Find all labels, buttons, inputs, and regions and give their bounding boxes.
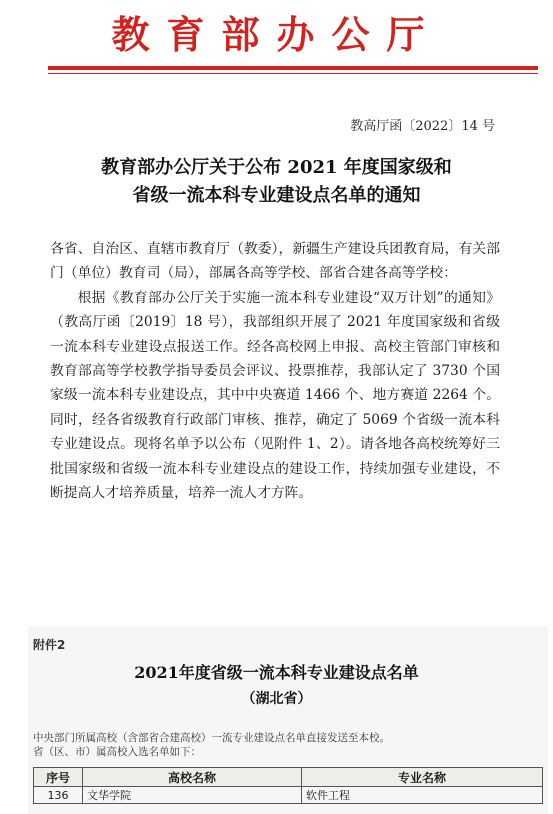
red-divider-thin [48,73,538,74]
notice-title-line-1: 教育部办公厅关于公布 2021 年度国家级和 [101,157,452,178]
salutation: 各省、自治区、直辖市教育厅（教委），新疆生产建设兵团教育局，有关部门（单位）教育司（局），部属各高等学校、部省合建各高等学校： [50,241,500,282]
attachment-note-line: 省（区、市）属高校入选名单如下： [33,746,201,758]
notice-title-line-2: 省级一流本科专业建设点名单的通知 [132,185,421,206]
notice-body [50,237,500,505]
cell-major: 软件工程 [302,787,543,804]
table-header-row [34,768,543,787]
notice-title [0,154,553,210]
body-paragraph: 根据《教育部办公厅关于实施一流本科专业建设“双万计划”的通知》（教高厅函〔2019〕18 号），我部组织开展了 2021 年度国家级和省级一流本科专业建设点报送工作。经各高校网上申报、高校主管部门审核和教育部高等学校教学指导委员会评议、投票推荐，我部认定了 3730 个国家级一流本科专业建设点，其中中央赛道 1466 个、地方赛道 2264 个。同时，经各省级教育行政部门审核、推荐，确定了 5069 个省级一流本科专业建设点。现将名单予以公布（见附件 1、2）。请各地各高校统筹好三批国家级和省级一流本科专业建设点的建设工作，持续加强专业建设，不断提高人才培养质量，培养一流人才方阵。 [50,289,500,502]
header-seq: 序号 [34,768,83,787]
attachment-label: 附件2 [33,638,66,652]
attachment-title: 2021年度省级一流本科专业建设点名单 [134,663,419,682]
letterhead-title: 教育部办公厅 [111,12,442,57]
cell-school: 文华学院 [83,787,302,804]
attachment-subtitle: （湖北省） [241,691,312,707]
header-major: 专业名称 [302,768,543,787]
header-school: 高校名称 [83,768,302,787]
cell-seq: 136 [34,787,83,804]
attachment-note [33,731,533,759]
attachment-table [33,767,543,804]
attachment-note-line: 中央部门所属高校（含部省合建高校）一流专业建设点名单直接发送至本校。 [33,732,390,744]
document-number: 教高厅函〔2022〕14 号 [350,119,495,134]
red-divider-thick [48,66,538,70]
table-row [34,787,543,804]
